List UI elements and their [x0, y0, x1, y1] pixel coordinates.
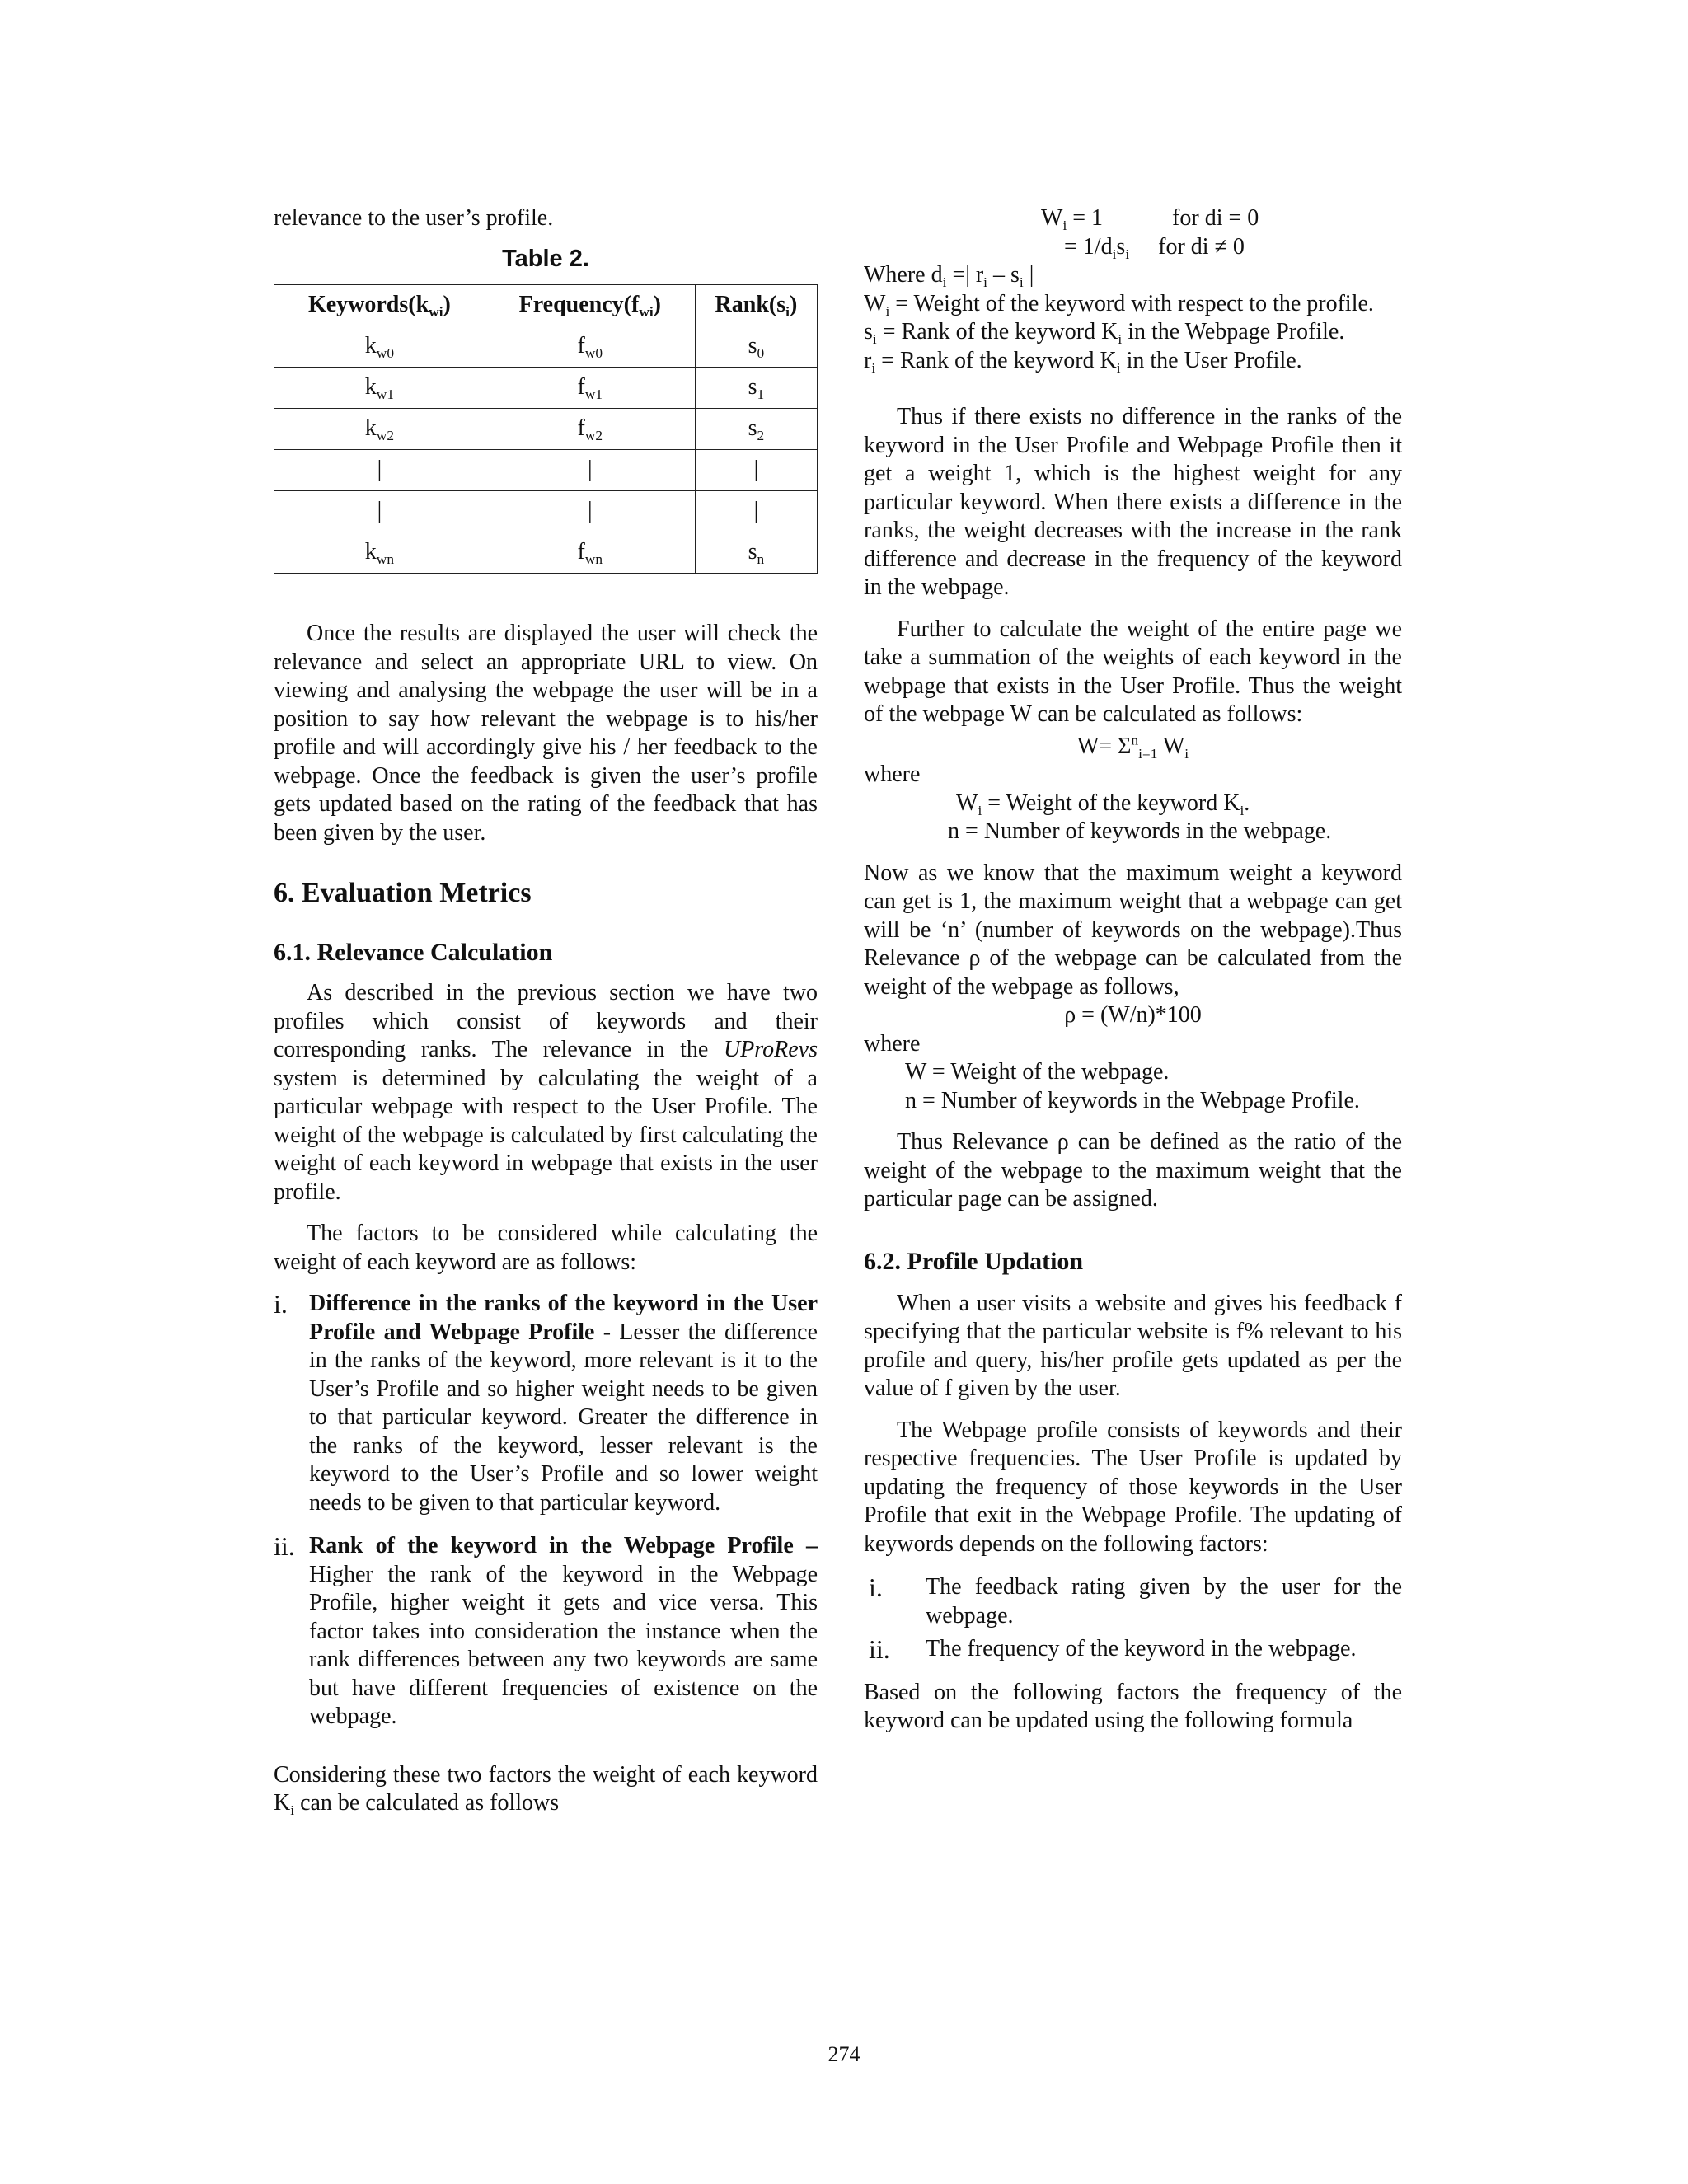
table-cell: $f_{w2}$	[485, 409, 695, 450]
list-number: ii.	[274, 1531, 295, 1561]
right-column	[864, 204, 1402, 1736]
page-number: 274	[828, 2042, 860, 2066]
list-item-feedback-rating: i. The feedback rating given by the user for the webpage.	[869, 1572, 1402, 1629]
table-cell: |	[485, 450, 695, 491]
definition-weight: $W_i$ = Weight of the keyword with respect to the profile.	[864, 290, 1374, 319]
where-label: where	[864, 762, 921, 787]
paragraph-thus-relevance: Thus Relevance ρ can be defined as the ratio of the weight of the webpage to the maximum weight that the particular page can be assigned.	[864, 1129, 1402, 1212]
definition-user-rank: $r_i$ = Rank of the keyword $K_i$ in the User Profile.	[864, 347, 1302, 376]
paragraph-webpage-profile: The Webpage profile consists of keywords and their respective frequencies. The User Profile is updated by updating the frequency of those keywords in the User Profile that exit in the Webpage Profile. The updating of keywords depends on the following factors:	[864, 1417, 1402, 1557]
table-cell: $s_0$	[695, 326, 817, 368]
table-cell: |	[274, 450, 485, 491]
table-cell: $s_1$	[695, 368, 817, 409]
list-number: ii.	[869, 1634, 890, 1664]
paragraph-now: Now as we know that the maximum weight a keyword can get is 1, the maximum weight that a webpage can get will be ‘n’ (number of keywords on the webpage).Thus Relevance ρ of the webpage can be calculated from the weight of the webpage as follows,	[864, 860, 1402, 1000]
table-cell: $s_2$	[695, 409, 817, 450]
intro-text: relevance to the user’s profile.	[274, 205, 554, 231]
table-caption: Table 2.	[502, 245, 589, 272]
paragraph-based: Based on the following factors the frequency of the keyword can be updated using the following formula	[864, 1679, 1402, 1733]
table-cell: $s_n$	[695, 532, 817, 574]
table-row	[274, 450, 818, 491]
equation-rho: ρ = (W/n)*100	[1064, 1002, 1202, 1028]
keyword-table	[274, 284, 818, 574]
paragraph-thus: Thus if there exists no difference in the ranks of the keyword in the User Profile and Webpage Profile then it get a weight 1, which is the highest weight for any particular keyword. When there exists a difference in the ranks, the weight decreases with the increase in the rank difference and decrease in the frequency of the keyword in the webpage.	[864, 404, 1402, 600]
table-row	[274, 532, 818, 574]
table-cell: |	[695, 491, 817, 532]
list-item-keyword-frequency: ii. The frequency of the keyword in the webpage.	[869, 1634, 1357, 1664]
paragraph-factors: The factors to be considered while calculating the weight of each keyword are as follows:	[274, 1221, 818, 1275]
where-number-profile: n = Number of keywords in the Webpage Profile.	[905, 1087, 1360, 1113]
list-number: i.	[869, 1572, 883, 1602]
equation-weight-1: $W_i = 1$ for di = 0	[1041, 205, 1259, 234]
section-heading-relevance-calculation: 6.1. Relevance Calculation	[274, 939, 553, 966]
where-d-definition: Where $d_i$ =| $r_i - s_i$ |	[864, 262, 1034, 291]
paragraph-when: When a user visits a website and gives his feedback f specifying that the particular website is f% relevant to his profile and query, his/her profile gets updated as per the value of f given by the user.	[864, 1290, 1402, 1401]
table-row	[274, 491, 818, 532]
paragraph-described: As described in the previous section we have two profiles which consist of keywords and their corresponding ranks. The relevance in the UProRevs system is determined by calculating the weight of a particular webpage with respect to the User Profile. The weight of the webpage is calculated by first calculating the weight of each keyword in webpage that exists in the user profile.	[274, 980, 818, 1205]
table-cell: $k_{w1}$	[274, 368, 485, 409]
equation-weight-2: = $1/d_is_i$ for di ≠ 0	[1064, 233, 1245, 262]
table-header-row	[274, 285, 818, 326]
definition-webpage-rank: $s_i$ = Rank of the keyword $K_i$ in the Webpage Profile.	[864, 319, 1345, 348]
section-heading-evaluation-metrics: 6. Evaluation Metrics	[274, 878, 532, 908]
section-heading-profile-updation: 6.2. Profile Updation	[864, 1247, 1084, 1275]
list-item-webpage-rank: ii. Rank of the keyword in the Webpage Profile – Higher the rank of the keyword in the Webpage Profile, higher weight it gets and vice versa. This factor takes into consideration the instance when the rank differences between any two keywords are same but have different frequencies of existence on the webpage.	[274, 1531, 818, 1729]
where-label: where	[864, 1030, 921, 1057]
table-cell: |	[274, 491, 485, 532]
where-number-keywords: n = Number of keywords in the webpage.	[948, 818, 1332, 844]
left-column	[274, 204, 818, 1818]
table-cell: $k_{w0}$	[274, 326, 485, 368]
table-row	[274, 368, 818, 409]
table-header-cell: $Rank(s_i)$	[695, 285, 817, 326]
equation-sum: $W= \Sigma^n_{i=1}$ $W_i$	[1076, 732, 1189, 762]
table-header-cell: $Frequency(f_{wi})$	[485, 285, 695, 326]
table-cell: $k_{w2}$	[274, 409, 485, 450]
where-weight-webpage: W = Weight of the webpage.	[905, 1059, 1170, 1085]
table-cell: $f_{w1}$	[485, 368, 695, 409]
table-header-cell: $Keywords(k_{wi})$	[274, 285, 485, 326]
table-cell: $f_{wn}$	[485, 532, 695, 574]
table-row	[274, 409, 818, 450]
list-number: i.	[274, 1289, 288, 1319]
paragraph-further: Further to calculate the weight of the entire page we take a summation of the weights of each keyword in the webpage that exists in the User Profile. Thus the weight of the webpage W can be calculated as follows:	[864, 616, 1402, 727]
table-cell: |	[485, 491, 695, 532]
table-cell: $k_{wn}$	[274, 532, 485, 574]
paragraph-considering: Considering these two factors the weight of each keyword $K_i$ can be calculated as follows	[274, 1761, 818, 1819]
table-cell: |	[695, 450, 817, 491]
table-cell: $f_{w0}$	[485, 326, 695, 368]
table-row	[274, 326, 818, 368]
where-weight-keyword: $W_i$ = Weight of the keyword $K_i$.	[956, 790, 1250, 818]
list-item-rank-difference: i. Difference in the ranks of the keyword in the User Profile and Webpage Profile - Lesser the difference in the ranks of the keyword, more relevant is it to the User’s Profile and so higher weight needs to be given to that particular keyword. Greater the difference in the ranks of the keyword, lesser relevant is the keyword to the User’s Profile and so lower weight needs to be given to that particular keyword.	[274, 1289, 818, 1516]
paragraph-results: Once the results are displayed the user will check the relevance and select an appropriate URL to view. On viewing and analysing the webpage the user will be in a position to say how relevant the webpage is to his/her profile and will accordingly give his / her feedback to the webpage. Once the feedback is given the user’s profile gets updated based on the rating of the feedback that has been given by the user.	[274, 621, 818, 846]
